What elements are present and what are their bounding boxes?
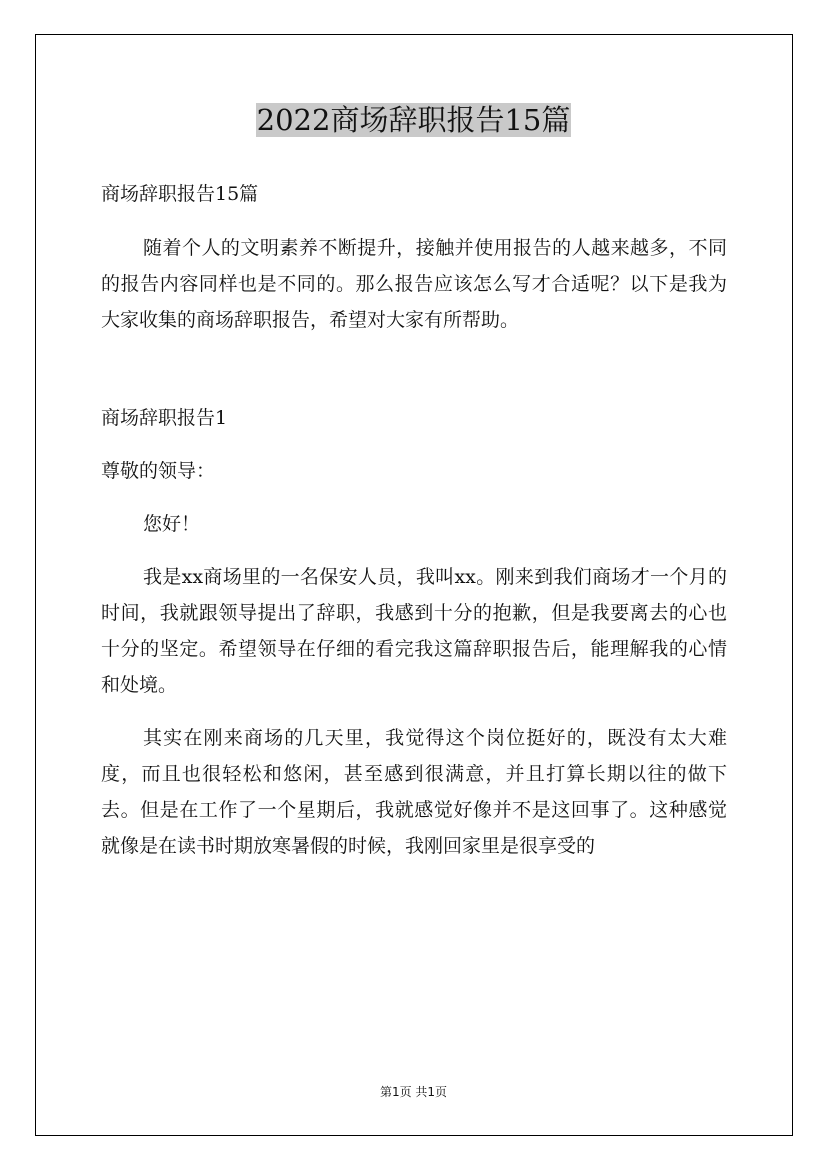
document-subtitle: 商场辞职报告15篇 <box>101 183 259 205</box>
body-paragraph-2: 其实在刚来商场的几天里，我觉得这个岗位挺好的，既没有太大难度，而且也很轻松和悠闲，甚至感到很满意，并且打算长期以往的做下去。但是在工作了一个星期后，我就感觉好像并不是这回事了。这种感觉就像是在读书时期放寒暑假的时候，我刚回家里是很享受的 <box>101 727 727 857</box>
greeting: 您好！ <box>143 513 201 535</box>
document-title <box>0 100 827 140</box>
intro-paragraph: 随着个人的文明素养不断提升，接触并使用报告的人越来越多，不同的报告内容同样也是不同的。那么报告应该怎么写才合适呢？以下是我为大家收集的商场辞职报告，希望对大家有所帮助。 <box>101 237 727 331</box>
document-title-text: 2022商场辞职报告15篇 <box>256 103 571 137</box>
page-footer: 第1页 共1页 <box>379 1085 448 1099</box>
document-body <box>101 176 727 864</box>
section-heading: 商场辞职报告1 <box>101 407 228 429</box>
salutation: 尊敬的领导： <box>101 460 216 482</box>
body-paragraph-1: 我是xx商场里的一名保安人员，我叫xx。刚来到我们商场才一个月的时间，我就跟领导提出了辞职，我感到十分的抱歉，但是我要离去的心也十分的坚定。希望领导在仔细的看完我这篇辞职报告后，能理解我的心情和处境。 <box>101 566 727 696</box>
